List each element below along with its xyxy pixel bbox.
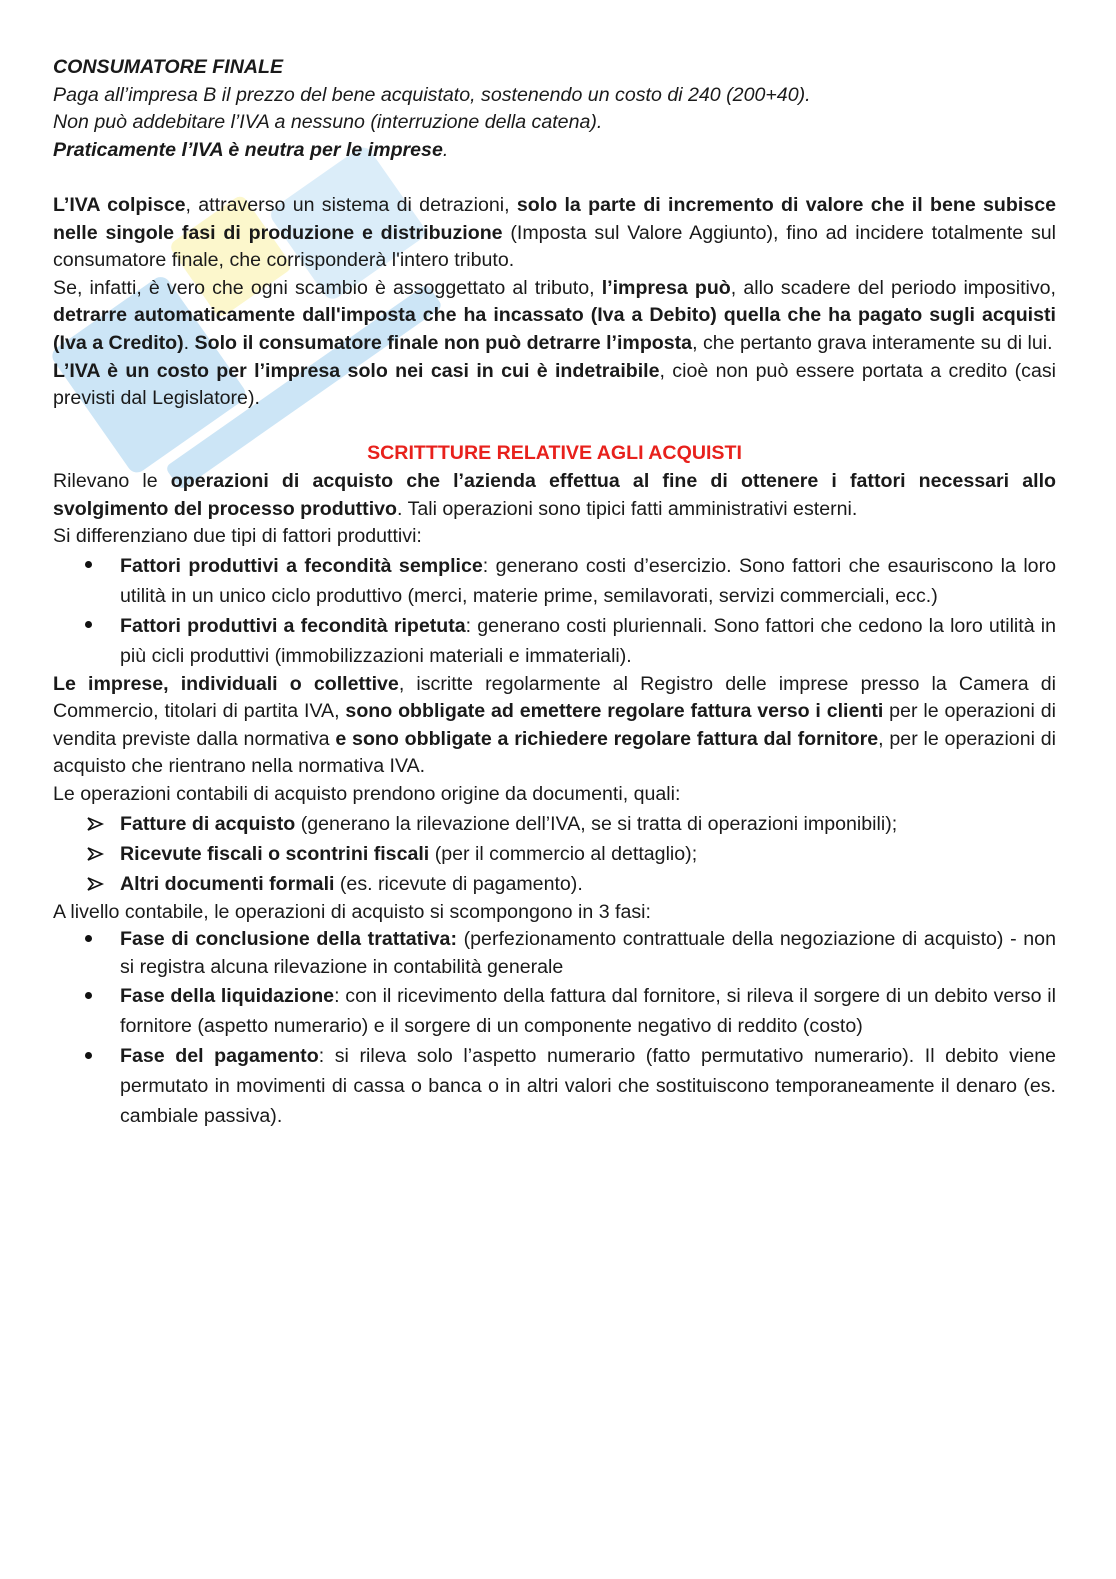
bullet-icon bbox=[85, 551, 92, 581]
bullet-icon bbox=[85, 1041, 92, 1071]
list-item-fase-liquidazione: Fase della liquidazione: con il ricevimento della fattura dal fornitore, si rileva il sorgere di un debito verso il fornitore (aspetto numerario) e il sorgere di un componente negativo di reddito (costo) bbox=[53, 981, 1056, 1041]
list-item-altri-documenti: Altri documenti formali (es. ricevute di pagamento). bbox=[53, 869, 1056, 899]
list-fasi bbox=[53, 926, 1056, 1131]
list-item-ricevute: Ricevute fiscali o scontrini fiscali (per il commercio al dettaglio); bbox=[53, 839, 1056, 869]
bullet-icon bbox=[85, 926, 92, 954]
bullet-icon bbox=[85, 611, 92, 641]
arrow-bullet-icon bbox=[85, 874, 105, 894]
section-heading-acquisti: SCRITTTURE RELATIVE AGLI ACQUISTI bbox=[367, 442, 742, 465]
list-item-fase-trattativa: Fase di conclusione della trattativa: (perfezionamento contrattuale della negoziazione di acquisto) - non si registra alcuna rilevazione in contabilità generale bbox=[53, 926, 1056, 981]
paragraph-documenti-intro: Le operazioni contabili di acquisto prendono origine da documenti, quali: bbox=[53, 783, 681, 806]
consumatore-line-2: Non può addebitare l’IVA a nessuno (interruzione della catena). bbox=[53, 111, 603, 134]
section-title-consumatore: CONSUMATORE FINALE bbox=[53, 56, 284, 78]
paragraph-fattori-intro: Si differenziano due tipi di fattori produttivi: bbox=[53, 525, 422, 548]
list-item-fase-pagamento: Fase del pagamento: si rileva solo l’aspetto numerario (fatto permutativo numerario). Il debito viene permutato in movimenti di cassa o banca o in altri valori che sostituiscono temporaneamente il denaro (es. cambiale passiva). bbox=[53, 1041, 1056, 1131]
paragraph-fasi-intro: A livello contabile, le operazioni di acquisto si scompongono in 3 fasi: bbox=[53, 900, 651, 923]
consumatore-line-3: Praticamente l’IVA è neutra per le imprese. bbox=[53, 138, 449, 161]
paragraph-imprese-obbligate: Le imprese, individuali o collettive, iscritte regolarmente al Registro delle imprese presso la Camera di Commercio, titolari di partita IVA, sono obbligate ad emettere regolare fattura verso i clienti per le operazioni di vendita previste dalla normativa e sono obbligate a richiedere regolare fattura dal fornitore, per le operazioni di acquisto che rientrano nella normativa IVA. bbox=[53, 672, 1056, 778]
list-item-fatture: Fatture di acquisto (generano la rilevazione dell’IVA, se si tratta di operazioni imponibili); bbox=[53, 809, 1056, 839]
arrow-bullet-icon bbox=[85, 844, 105, 864]
paragraph-impresa-detrarre: Se, infatti, è vero che ogni scambio è assoggettato al tributo, l’impresa può, allo scadere del periodo impositivo, detrarre automaticamente dall'imposta che ha incassato (Iva a Debito) quella che ha pagato sugli acquisti (Iva a Credito). Solo il consumatore finale non può detrarre l’imposta, che pertanto grava interamente su di lui. bbox=[53, 276, 1057, 354]
paragraph-rilevano: Rilevano le operazioni di acquisto che l’azienda effettua al fine di ottenere i fattori necessari allo svolgimento del processo produttivo. Tali operazioni sono tipici fatti amministrativi esterni. bbox=[53, 469, 1056, 520]
document-page bbox=[53, 54, 1056, 1131]
consumatore-line-1: Paga all’impresa B il prezzo del bene acquistato, sostenendo un costo di 240 (200+40). bbox=[53, 83, 811, 106]
list-fattori bbox=[53, 551, 1056, 671]
bullet-icon bbox=[85, 981, 92, 1011]
paragraph-iva-costo: L’IVA è un costo per l’impresa solo nei casi in cui è indetraibile, cioè non può essere portata a credito (casi previsti dal Legislatore). bbox=[53, 359, 1056, 410]
paragraph-iva-colpisce: L’IVA colpisce, attraverso un sistema di detrazioni, solo la parte di incremento di valore che il bene subisce nelle singole fasi di produzione e distribuzione (Imposta sul Valore Aggiunto), fino ad incidere totalmente sul consumatore finale, che corrisponderà l'intero tributo. bbox=[53, 193, 1056, 272]
list-item-fattori-ripetuta: Fattori produttivi a fecondità ripetuta: generano costi pluriennali. Sono fattori che cedono la loro utilità in più cicli produttivi (immobilizzazioni materiali e immateriali). bbox=[53, 611, 1056, 671]
list-documenti bbox=[53, 809, 1056, 899]
arrow-bullet-icon bbox=[85, 814, 105, 834]
list-item-fattori-semplice: Fattori produttivi a fecondità semplice: generano costi d’esercizio. Sono fattori che esauriscono la loro utilità in un unico ciclo produttivo (merci, materie prime, semilavorati, servizi commerciali, ecc.) bbox=[53, 551, 1056, 611]
